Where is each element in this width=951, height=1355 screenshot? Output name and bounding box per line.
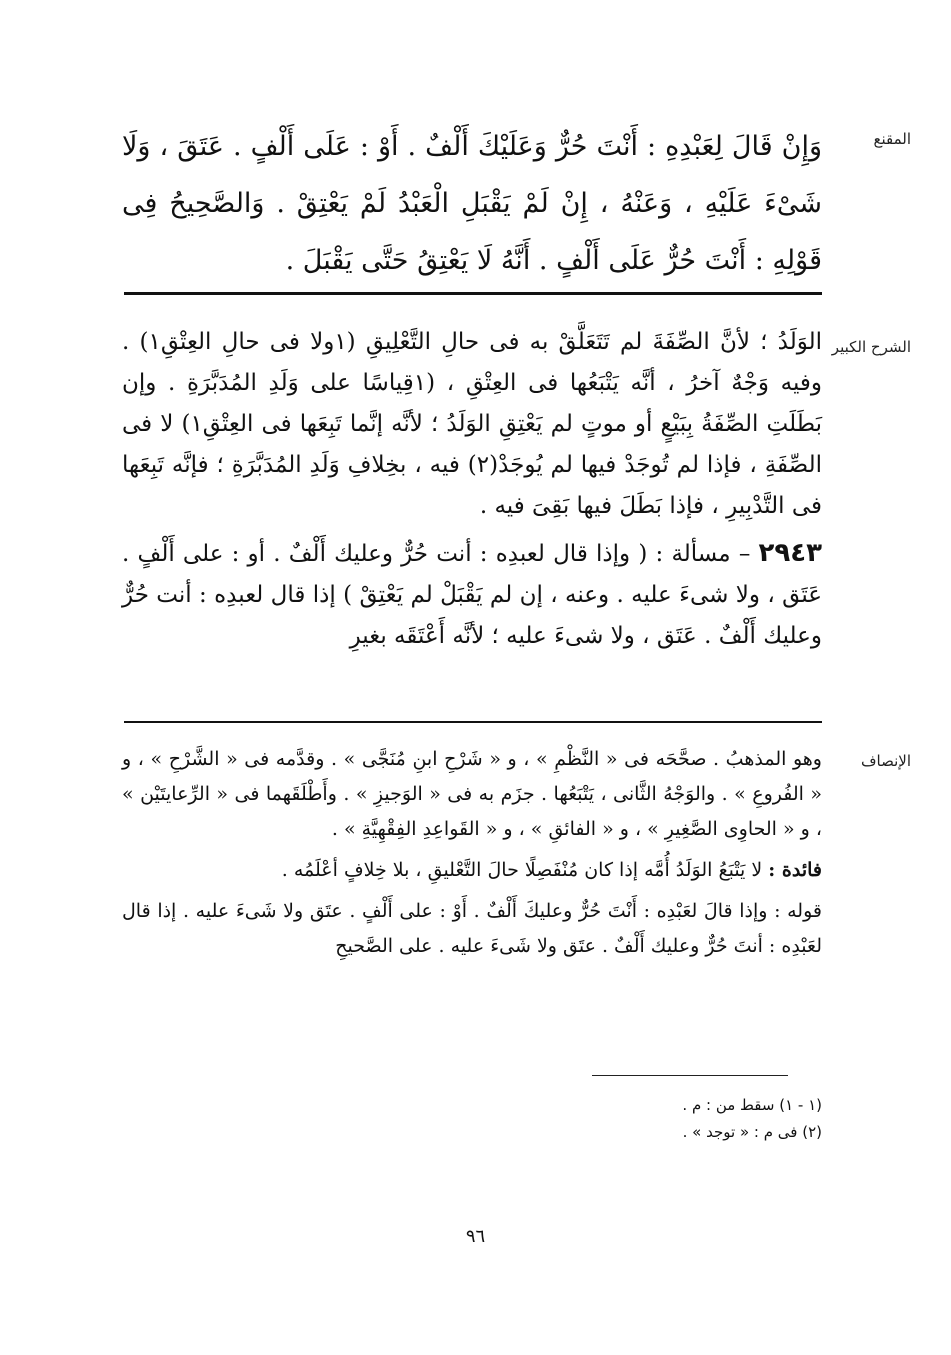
insaf-benefit-paragraph bbox=[122, 853, 822, 888]
footnote-2: (٢) فى م : « توجد » . bbox=[682, 1123, 822, 1141]
issue-number: ٢٩٤٣ bbox=[758, 538, 823, 568]
footnotes bbox=[122, 1092, 822, 1146]
muqni-text-block bbox=[122, 118, 822, 289]
page-number: ٩٦ bbox=[465, 1226, 486, 1247]
sharh-paragraph-2: – مسألة : ( وإذا قال لعبدِه : أنت حُرٌّ وعليك أَلْفٌ . أو : على أَلْفٍ . عَتَق ، ولا شىءَ عليه . وعنه ، إن لم يَقْبَلْ لم يَعْتِقْ ) إذا قال لعبدِه : أنت حُرٌّ وعليك أَلْفٌ . عَتَق ، ولا شىءَ عليه ؛ لأنَّه أَعْتَقَه بغيرِ bbox=[122, 541, 822, 649]
insaf-paragraph-1: وهو المذهبُ . صحَّحَه فى « النَّظْمِ » ، و « شَرْحِ ابنِ مُنَجَّى » . وقدَّمه فى « الشَّرْحِ » ، و « الفُروعِ » . والوَجْهُ الثَّانى ، يَتْبَعُها . جزَم به فى « الوَجيزِ » . وأَطْلَقَهما فى « الرِّعايتَيْن » ، و « الحاوِى الصَّغِيرِ » ، و « الفائقِ » ، و « القَواعِدِ الفِقْهِيَّةِ » . bbox=[122, 748, 822, 840]
section-divider-thin bbox=[124, 721, 822, 723]
muqni-paragraph: وَإِنْ قَالَ لِعَبْدِهِ : أَنْتَ حُرٌّ وَعَلَيْكَ أَلْفٌ . أَوْ : عَلَى أَلْفٍ . عَتَقَ ، وَلَا شَىْءَ عَلَيْهِ ، وَعَنْهُ ، إِنْ لَمْ يَقْبَلِ الْعَبْدُ لَمْ يَعْتِقْ . وَالصَّحِيحُ فِى قَوْلِهِ : أَنْتَ حُرٌّ عَلَى أَلْفٍ . أَنَّهُ لَا يَعْتِقُ حَتَّى يَقْبَلَ . bbox=[122, 131, 822, 276]
margin-label-muqni: المقنع bbox=[873, 130, 911, 148]
sharh-text-block bbox=[122, 322, 822, 657]
footnote-divider bbox=[592, 1075, 788, 1076]
insaf-paragraph-2: لا يَتْبَعُ الوَلَدُ أُمَّه إذا كان مُنْفَصِلًا حالَ التَّعْليقِ ، بلا خِلافٍ أعْلَمُه . bbox=[281, 859, 763, 881]
insaf-paragraph-3: قوله : وإذا قالَ لعَبْدِه : أَنْتَ حُرٌّ وعليكَ أَلْفٌ . أَوْ : على أَلْفٍ . عتَق ولا شَىءَ عليه . إذا قال لعَبْدِه : أنتَ حُرٌّ وعليك أَلْفٌ . عتَق ولا شَىءَ عليه . على الصَّحيحِ bbox=[122, 900, 822, 957]
margin-label-insaf: الإنصاف bbox=[860, 752, 911, 770]
footnote-1: (١ - ١) سقط من : م . bbox=[682, 1096, 822, 1114]
sharh-issue-paragraph bbox=[122, 533, 822, 657]
margin-label-sharh: الشرح الكبير bbox=[831, 338, 911, 356]
section-divider-thick bbox=[124, 292, 822, 295]
insaf-text-block bbox=[122, 742, 822, 964]
sharh-paragraph-1: الوَلَدُ ؛ لأنَّ الصِّفَةَ لم تَتَعَلَّقْ به فى حالِ التَّعْلِيقِ (١ولا فى حالِ العِتْقِ١) . وفيه وَجْهٌ آخرُ ، أنَّه يَتْبَعُها فى العِتْقِ ، (١قِياسًا على وَلَدِ المُدَبَّرَةِ . وإن بَطَلَتِ الصِّفَةُ بِبَيْعٍ أو موتٍ لم يَعْتِقِ الوَلَدُ ؛ لأنَّه إنَّما تَبِعَها فى العِتْقِ١) لا فى الصِّفَةِ ، فإذا لم تُوجَدْ فيها لم يُوجَدْ(٢) فيه ، بخِلافِ وَلَدِ المُدَبَّرَةِ ؛ فإنَّه تَبِعَها فى التَّدْبِيرِ ، فإذا بَطَلَ فيها بَقِىَ فيه . bbox=[122, 329, 822, 519]
benefit-label: فائدة : bbox=[768, 859, 822, 881]
